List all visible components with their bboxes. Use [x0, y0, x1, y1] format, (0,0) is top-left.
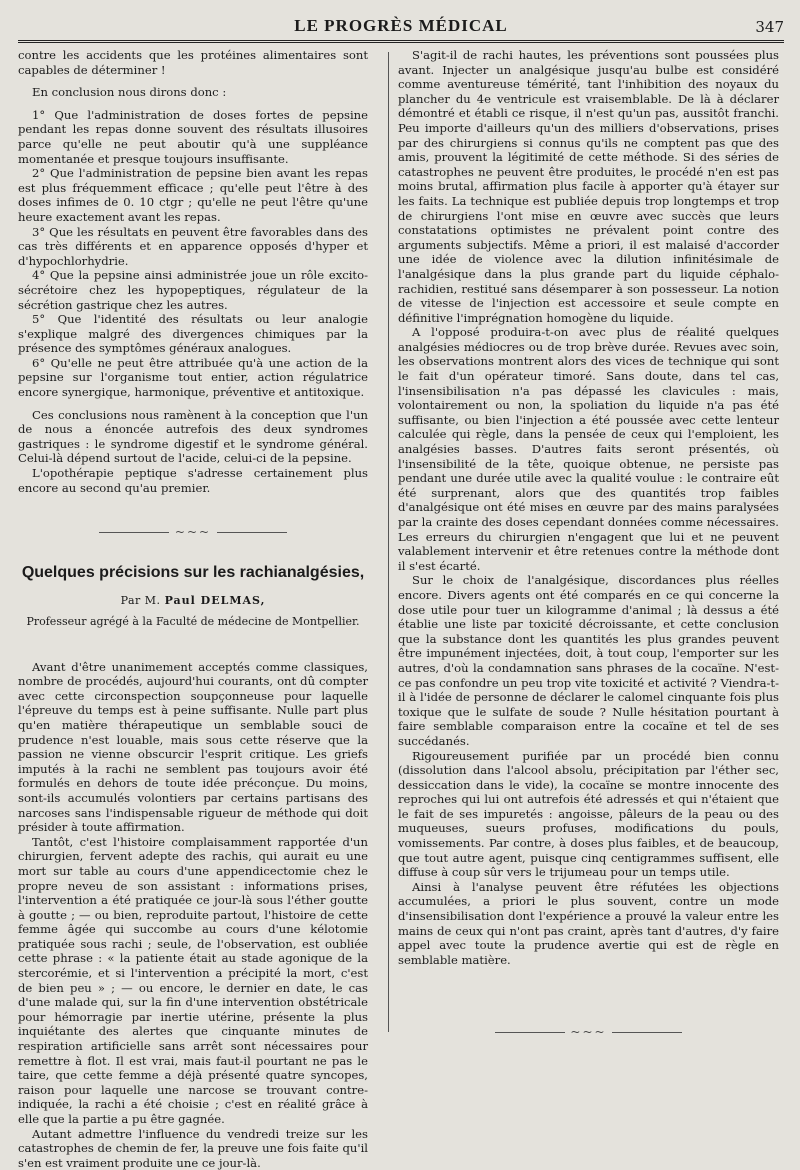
- closing-paragraph-1: Ces conclusions nous ramènent à la conception que l'un de nous a énoncée autrefois des deux syndromes gastriques : le syndrome digestif et le syndrome général. Celui-là dépend surtout de l'acide, celui-ci de la pepsine.: [18, 407, 368, 466]
- article-paragraph-2: Tantôt, c'est l'histoire complaisamment rapportée d'un chirurgien, fervent adepte des rachis, qui aurait eu une mort sur table au cours d'une appendicectomie chez le propre neveu de son assistant : informations prises, l'intervention a été pratiquée ce jour-là sous l'éther goutte à goutte ; — ou bien, reproduite partout, l'histoire de cette femme âgée qui succombe au cours d'une kélotomie pratiquée sous rachi ; seule, de l'observation, est oubliée cette phrase : « la patiente était au stade agonique de la stercorémie, et si l'intervention a précipité la mort, c'est de bien peu » ; — ou encore, le dernier en date, le cas d'une malade qui, sur la fin d'une intervention obstétricale pour hémorragie par inertie utérine, présente la plus inquiétante des alertes que cinquante minutes de respiration artificielle sans arrêt sont nécessaires pour remettre à flot. Il est vrai, mais faut-il pourtant ne pas le taire, que cette femme a déjà présenté quatre syncopes, raison pour laquelle une narcose se trouvant contre-indiquée, la rachi a été choisie ; c'est en réalité grâce à elle que la partie a pu être gagnée.: [18, 834, 368, 1126]
- intro-text: contre les accidents que les protéines alimentaires sont capables de déterminer !: [18, 48, 368, 77]
- article-paragraph-1: Avant d'être unanimement acceptés comme classiques, nombre de procédés, aujourd'hui courants, ont dû compter avec cette circonspection soupçonneuse pour laquelle l'épreuve du temps est à peine suffisante. Nulle part plus qu'en matière thérapeutique un semblable souci de prudence n'est louable, mais sous cette réserve que la passion ne vienne obscurcir l'esprit critique. Les griefs imputés à la rachi ne semblent pas toujours avoir été formulés en dehors de toute idée préconçue. Du moins, sont-ils accumulés volontiers par certains partisans des narcoses sans l'indispensable rigueur de méthode qui doit présider à toute affirmation.: [18, 659, 368, 835]
- conclusion-lead: En conclusion nous dirons donc :: [32, 85, 227, 100]
- right-paragraph-1: S'agit-il de rachi hautes, les préventions sont poussées plus avant. Injecter un analgésique jusqu'au bulbe est considéré comme aventureuse témérité, tant l'inhibition des noyaux du plancher du 4e ventricule est vraisemblable. De là à déclarer démontré et établi ce risque, il n'est qu'un pas, aussitôt franchi. Peu importe d'ailleurs qu'un des milliers d'observations, prises par des chirurgiens si connus qu'ils ne comptent pas que des amis, prouvent la légitimité de cette méthode. Si des séries de catastrophes ne peuvent être produites, le procédé n'en est pas moins brutal, affirmation plus facile à apporter qu'à étayer sur les faits. La technique est publiée depuis trop longtemps et trop de chirurgiens l'ont mise en œuvre avec succès que leurs constatations optimistes ne prévalent point contre des arguments subjectifs. Même a priori, il est malaisé d'accorder une idée de violence avec la dilution infinitésimale de l'analgésique dans la plus grande part du liquide céphalo-rachidien, restitué sans désemparer à son possesseur. La notion de vitesse de l'injection est accessoire et seule compte en définitive l'imprégnation homogène du liquide.: [398, 48, 779, 325]
- running-header: [18, 14, 784, 38]
- author-prefix: Par M.: [120, 594, 161, 608]
- article-paragraph-3: Autant admettre l'influence du vendredi treize sur les catastrophes de chemin de fer, la preuve une fois faite qu'il s'en est vraiment produite une ce jour-là.: [18, 1126, 368, 1170]
- page-number: 347: [755, 18, 784, 36]
- end-ornament: [398, 1025, 779, 1040]
- right-paragraph-3: Sur le choix de l'analgésique, discordances plus réelles encore. Divers agents ont été comparés en ce qui concerne la dose utile pour tuer un kilogramme d'animal ; là dessus a été établie une liste par toxicité décroissante, et cette conclusion que la substance dont les quantités les plus grandes peuvent être impunément injectées, doit, à tout coup, l'emporter sur les autres, d'où la condamnation sans phrases de la cocaïne. N'est-ce pas confondre un peu trop vite toxicité et activité ? Viendra-t-il à l'idée de personne de déclarer le calomel cinquante fois plus toxique que le sulfate de soude ? Nulle hésitation pourtant à faire semblable comparaison entre la cocaïne et tel de ses succédanés.: [398, 573, 779, 748]
- right-column: [398, 48, 779, 1066]
- section-ornament: [18, 525, 368, 540]
- article-title: Quelques précisions sur les rachianalgésies,: [21, 563, 365, 581]
- conclusion-point-2: 2° Que l'administration de pepsine bien avant les repas est plus fréquemment efficace ; qu'elle peut l'être à des doses infimes de 0. 10 ctgr ; qu'elle ne peut l'être qu'une heure exactement avant les repas.: [18, 166, 368, 224]
- right-paragraph-4: Rigoureusement purifiée par un procédé bien connu (dissolution dans l'alcool absolu, précipitation par l'éther sec, dessiccation dans le vide), la cocaïne se montre innocente des reproches qui lui ont autrefois été adressés et qui n'étaient que le fait de ses impuretés : angoisse, pâleurs de la peau ou des muqueuses, sueurs profuses, modifications du pouls, vomissements. Par contre, à doses plus faibles, et de beaucoup, que tout autre agent, puisque cinq centigrammes suffisent, elle diffuse à coup sûr vers le trijumeau pour un temps utile.: [398, 748, 779, 880]
- right-paragraph-5: Ainsi à l'analyse peuvent être réfutées les objections accumulées, a priori le plus souvent, contre un mode d'insensibilisation dont l'expérience a prouvé la valeur entre les mains de ceux qui n'ont pas craint, après tant d'autres, d'y faire appel avec toute la prudence avertie qui est de règle en semblable matière.: [398, 879, 779, 967]
- conclusion-point-5: 5° Que l'identité des résultats ou leur analogie s'explique malgré des divergences chimiques par la présence des symptômes généraux analogues.: [18, 312, 368, 356]
- conclusion-point-6: 6° Qu'elle ne peut être attribuée qu'à une action de la pepsine sur l'organisme tout entier, action régulatrice encore synergique, harmonique, préventive et antitoxique.: [18, 355, 368, 400]
- author-name: Paul DELMAS,: [164, 594, 266, 608]
- left-column: [18, 48, 368, 1170]
- conclusion-point-3: 3° Que les résultats en peuvent être favorables dans des cas très différents et en apparence opposés d'hyper et d'hypochlorhydrie.: [18, 224, 368, 268]
- end-ornament-glyph: ~~~: [570, 1025, 607, 1040]
- conclusion-point-4: 4° Que la pepsine ainsi administrée joue un rôle excito-sécrétoire chez les hypopeptiques, régulateur de la sécrétion gastrique chez les autres.: [18, 268, 368, 312]
- closing-paragraph-2: L'opothérapie peptique s'adresse certainement plus encore au second qu'au premier.: [18, 466, 368, 495]
- ornament-glyph: ~~~: [174, 525, 212, 540]
- column-divider: [388, 52, 389, 1032]
- conclusion-point-1: 1° Que l'administration de doses fortes de pepsine pendant les repas donne souvent des résultats illusoires parce qu'elle ne peut aboutir qu'à une suppléance momentanée et presque toujours insuffisante.: [18, 107, 368, 166]
- header-rule: [18, 40, 784, 43]
- right-paragraph-2: A l'opposé produira-t-on avec plus de réalité quelques analgésies médiocres ou de trop brève durée. Revues avec soin, les observations montrent alors des vices de technique qui sont le fait d'un opérateur timoré. Sans doute, dans tel cas, l'insensibilisation n'a pas dépassé les clavicules : mais, volontairement ou non, la spoliation du liquide n'a pas été suffisante, ou bien l'injection a été poussée avec cette lenteur calculée qui règle, dans la pensée de ceux qui l'emploient, les analgésies basses. D'autres faits seront présentés, où l'insensibilité de la tête, quoique obtenue, ne persiste pas pendant une durée utile avec la qualité voulue : le contraire eût été surprenant, alors que des quantités trop faibles d'analgésique ont été mises en œuvre par des mains paralysées par la crainte des doses cependant données comme nécessaires. Les erreurs du chirurgien n'engagent que lui et ne peuvent valablement intervenir et être retenues contre la méthode dont il s'est écarté.: [398, 325, 779, 573]
- article-author: [18, 594, 368, 609]
- journal-title: LE PROGRÈS MÉDICAL: [294, 16, 508, 35]
- author-affiliation: Professeur agrégé à la Faculté de médecine de Montpellier.: [26, 615, 360, 628]
